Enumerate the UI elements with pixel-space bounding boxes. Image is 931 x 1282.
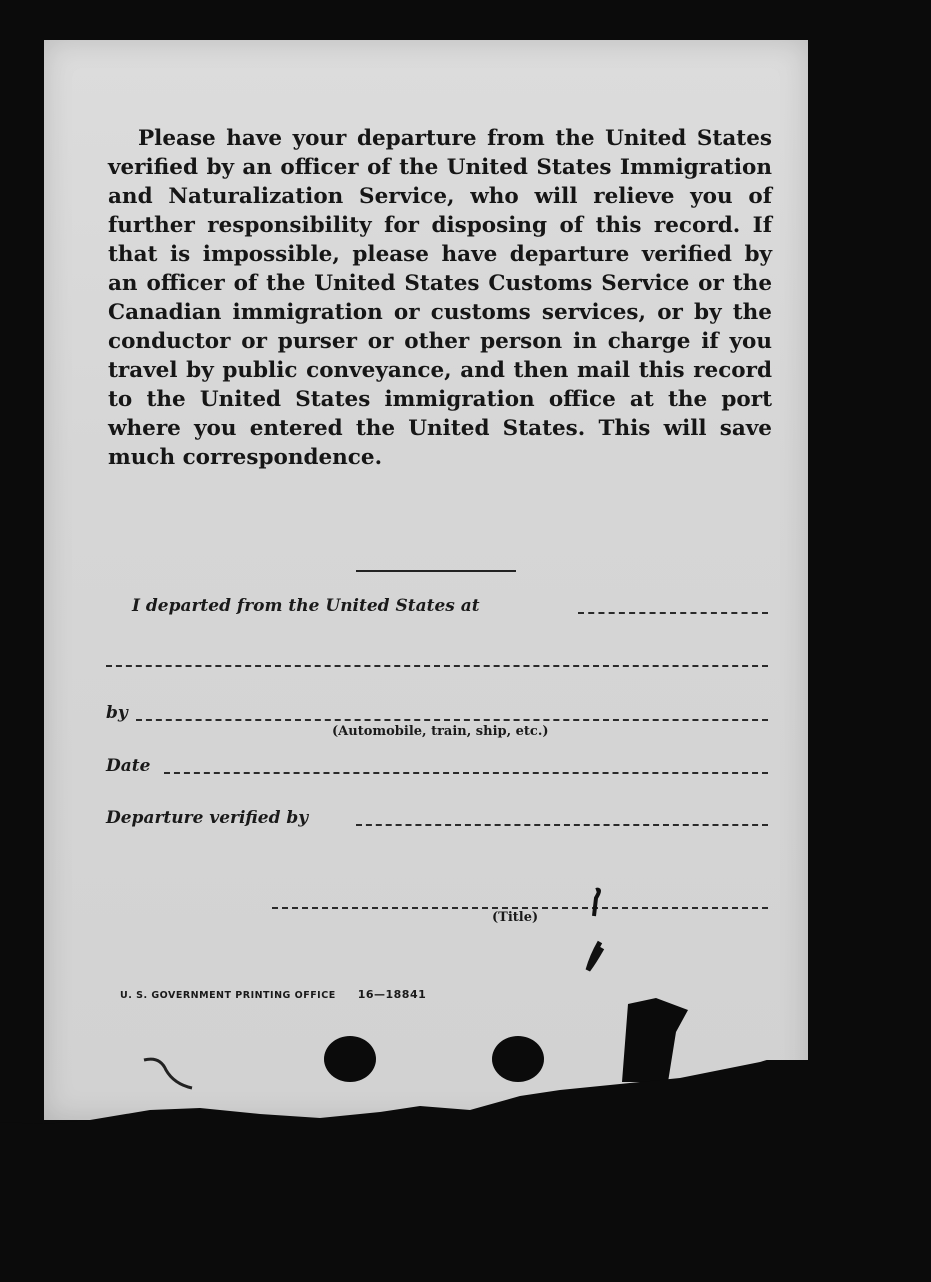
torn-bottom-edge (0, 1060, 931, 1282)
instructions-paragraph: Please have your departure from the United States verified by an officer of the United States Immigration and Naturalization Service, who will relieve you of further responsibility for disposing of this record. If that is impossible, please have departure verified by an officer of the United States Customs Service or the Canadian immigration or customs services, or by the conductor or purser or other person in charge if you travel by public conveyance, and then mail this record to the United States immigration office at the port where you entered the United States. This will save much correspondence. (108, 126, 772, 470)
date-field[interactable] (164, 772, 768, 774)
printer-imprint (120, 988, 426, 1001)
form-number: 16—18841 (357, 988, 427, 1001)
by-label: by (106, 703, 128, 723)
departure-record-card (44, 40, 808, 1120)
departed-from-field[interactable] (578, 612, 768, 614)
departed-from-continuation-field[interactable] (106, 665, 768, 667)
departed-from-label: I departed from the United States at (132, 596, 480, 616)
handwritten-mark (582, 886, 612, 976)
verified-by-label: Departure verified by (106, 808, 309, 828)
title-caption: (Title) (492, 910, 539, 925)
section-divider (356, 570, 516, 572)
title-field[interactable] (272, 907, 768, 909)
verified-by-field[interactable] (356, 824, 768, 826)
printer-name: U. S. GOVERNMENT PRINTING OFFICE (120, 990, 336, 1001)
conveyance-field[interactable] (136, 719, 768, 721)
date-label: Date (106, 756, 151, 776)
conveyance-caption: (Automobile, train, ship, etc.) (332, 724, 549, 739)
